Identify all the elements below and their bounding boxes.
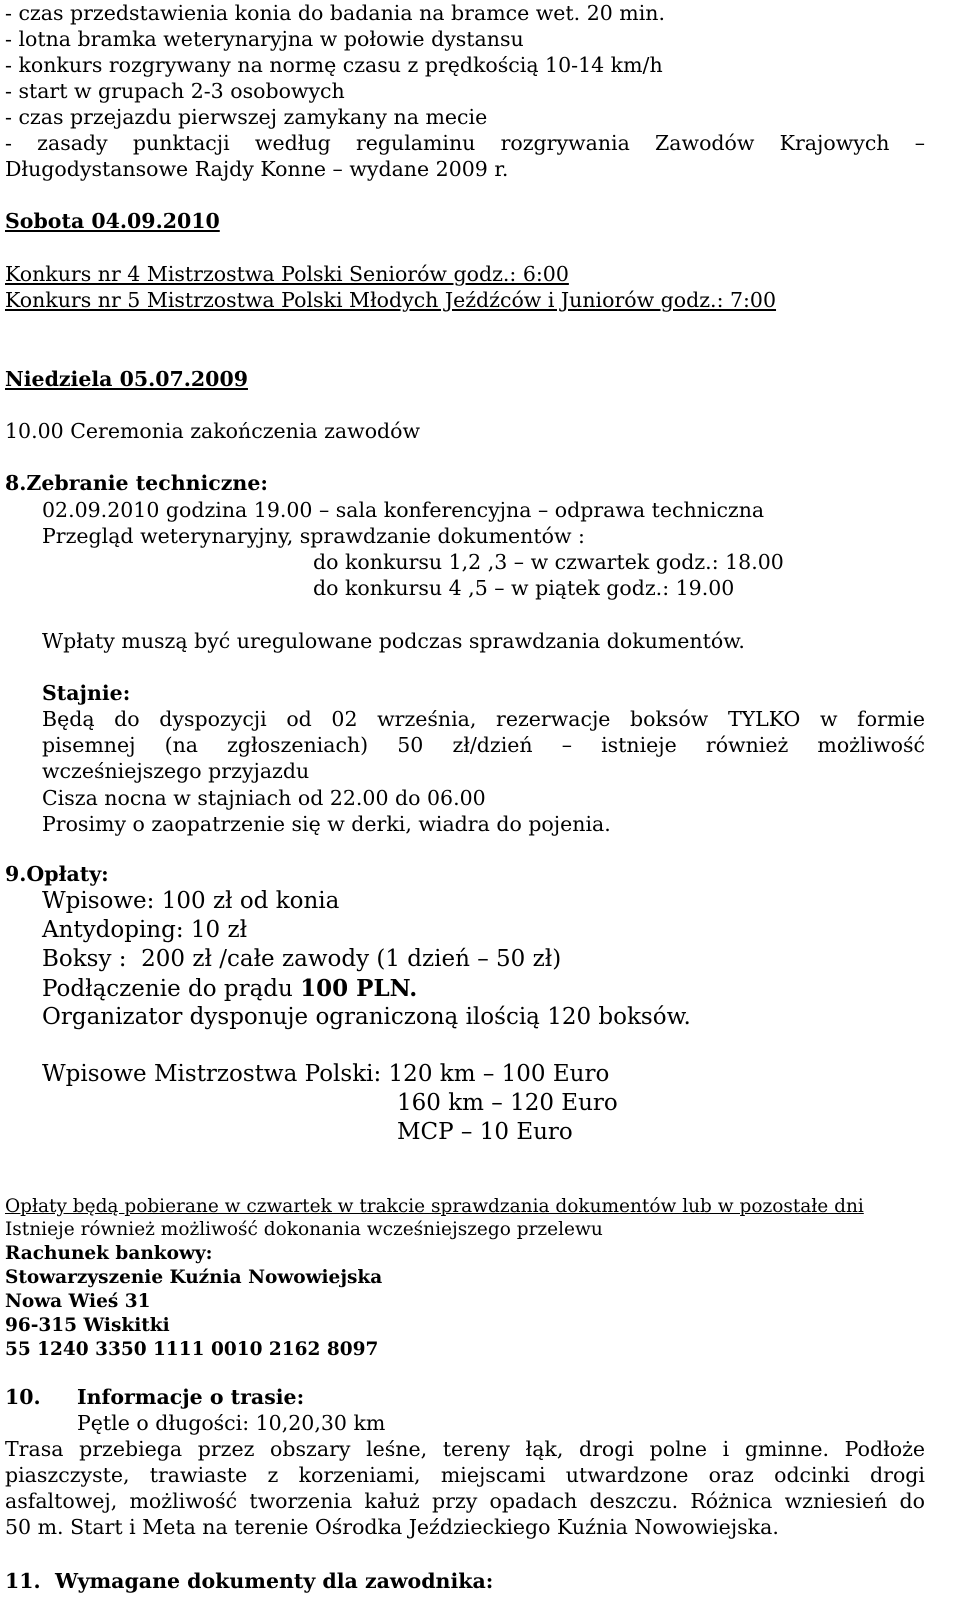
fee-power-label: Podłączenie do prądu bbox=[42, 976, 301, 1002]
bank-address: Nowa Wieś 31 bbox=[5, 1291, 151, 1312]
stables-line-3: wcześniejszego przyjazdu bbox=[42, 759, 310, 783]
box-limit: Organizator dysponuje ograniczoną ilością 120 boksów. bbox=[42, 1004, 691, 1030]
route-desc-3: asfaltowej, możliwość tworzenia kałuż przy opadach deszczu. Różnica wzniesień do bbox=[5, 1489, 925, 1513]
section-9-title: Opłaty: bbox=[26, 862, 109, 886]
bank-city: 96-315 Wiskitki bbox=[5, 1315, 170, 1336]
bank-heading: Rachunek bankowy: bbox=[5, 1243, 213, 1264]
collection-note: Opłaty będą pobierane w czwartek w trakcie sprawdzania dokumentów lub w pozostałe dni bbox=[5, 1196, 864, 1217]
bank-account: 55 1240 3350 1111 0010 2162 8097 bbox=[5, 1339, 379, 1360]
intro-line-1: - czas przedstawienia konia do badania na bramce wet. 20 min. bbox=[5, 1, 666, 25]
route-desc-2: piaszczyste, trawiaste z korzeniami, miejscami utwardzone oraz odcinki drogi bbox=[5, 1463, 925, 1487]
section-11-number: 11. bbox=[5, 1569, 41, 1593]
fee-power bbox=[42, 975, 417, 1003]
saturday-event-4: Konkurs nr 4 Mistrzostwa Polski Seniorów godz.: 6:00 bbox=[5, 262, 569, 286]
intro-line-5: - czas przejazdu pierwszej zamykany na mecie bbox=[5, 105, 488, 129]
section-8-number: 8. bbox=[5, 471, 27, 495]
saturday-event-5: Konkurs nr 5 Mistrzostwa Polski Młodych Jeźdźców i Juniorów godz.: 7:00 bbox=[5, 288, 777, 312]
quiet-hours: Cisza nocna w stajniach od 22.00 do 06.00 bbox=[42, 786, 486, 810]
section-9-heading bbox=[5, 861, 109, 888]
championship-fee-2: 160 km – 120 Euro bbox=[397, 1090, 618, 1116]
section-8-heading bbox=[5, 470, 268, 497]
fee-entry: Wpisowe: 100 zł od konia bbox=[42, 888, 340, 914]
stables-line-2: pisemnej (na zgłoszeniach) 50 zł/dzień – istnieje również możliwość bbox=[42, 733, 925, 757]
route-desc-4: 50 m. Start i Meta na terenie Ośrodka Jeździeckiego Kuźnia Nowowiejska. bbox=[5, 1515, 779, 1539]
section-9-number: 9. bbox=[5, 862, 27, 886]
stables-heading: Stajnie: bbox=[42, 681, 131, 705]
section-10-number: 10. bbox=[5, 1385, 41, 1409]
intro-line-2: - lotna bramka weterynaryjna w połowie dystansu bbox=[5, 27, 524, 51]
sunday-ceremony: 10.00 Ceremonia zakończenia zawodów bbox=[5, 419, 421, 443]
inspection-friday: do konkursu 4 ,5 – w piątek godz.: 19.00 bbox=[313, 576, 735, 600]
route-loops: Pętle o długości: 10,20,30 km bbox=[77, 1411, 386, 1435]
championship-fee-3: MCP – 10 Euro bbox=[397, 1119, 573, 1145]
section-8-title: Zebranie techniczne: bbox=[26, 471, 268, 495]
intro-line-6: - zasady punktacji według regulaminu rozgrywania Zawodów Krajowych – bbox=[5, 131, 925, 155]
intro-line-7: Długodystansowe Rajdy Konne – wydane 2009 r. bbox=[5, 157, 509, 181]
section-10-title: Informacje o trasie: bbox=[77, 1385, 305, 1409]
fee-boxes: Boksy : 200 zł /całe zawody (1 dzień – 50 zł) bbox=[42, 946, 562, 972]
section-11-title: Wymagane dokumenty dla zawodnika: bbox=[55, 1569, 494, 1593]
saturday-heading: Sobota 04.09.2010 bbox=[5, 209, 220, 233]
route-desc-1: Trasa przebiega przez obszary leśne, tereny łąk, drogi polne i gminne. Podłoże bbox=[5, 1437, 925, 1461]
championship-fee-1: Wpisowe Mistrzostwa Polski: 120 km – 100 Euro bbox=[42, 1061, 610, 1087]
sunday-heading: Niedziela 05.07.2009 bbox=[5, 367, 248, 391]
inspection-thursday: do konkursu 1,2 ,3 – w czwartek godz.: 18.00 bbox=[313, 550, 784, 574]
transfer-note: Istnieje również możliwość dokonania wcześniejszego przelewu bbox=[5, 1219, 603, 1240]
fee-doping: Antydoping: 10 zł bbox=[42, 917, 248, 943]
fee-power-amount: 100 PLN. bbox=[300, 975, 418, 1002]
intro-line-4: - start w grupach 2-3 osobowych bbox=[5, 79, 345, 103]
stables-line-1: Będą do dyspozycji od 02 września, rezerwacje boksów TYLKO w formie bbox=[42, 707, 925, 731]
intro-line-3: - konkurs rozgrywany na normę czasu z prędkością 10-14 km/h bbox=[5, 53, 663, 77]
stables-request: Prosimy o zaopatrzenie się w derki, wiadra do pojenia. bbox=[42, 812, 611, 836]
technical-meeting: 02.09.2010 godzina 19.00 – sala konferencyjna – odprawa techniczna bbox=[42, 498, 765, 522]
vet-inspection: Przegląd weterynaryjny, sprawdzanie dokumentów : bbox=[42, 524, 585, 548]
bank-name: Stowarzyszenie Kuźnia Nowowiejska bbox=[5, 1267, 383, 1288]
payments-note: Wpłaty muszą być uregulowane podczas sprawdzania dokumentów. bbox=[42, 629, 745, 653]
